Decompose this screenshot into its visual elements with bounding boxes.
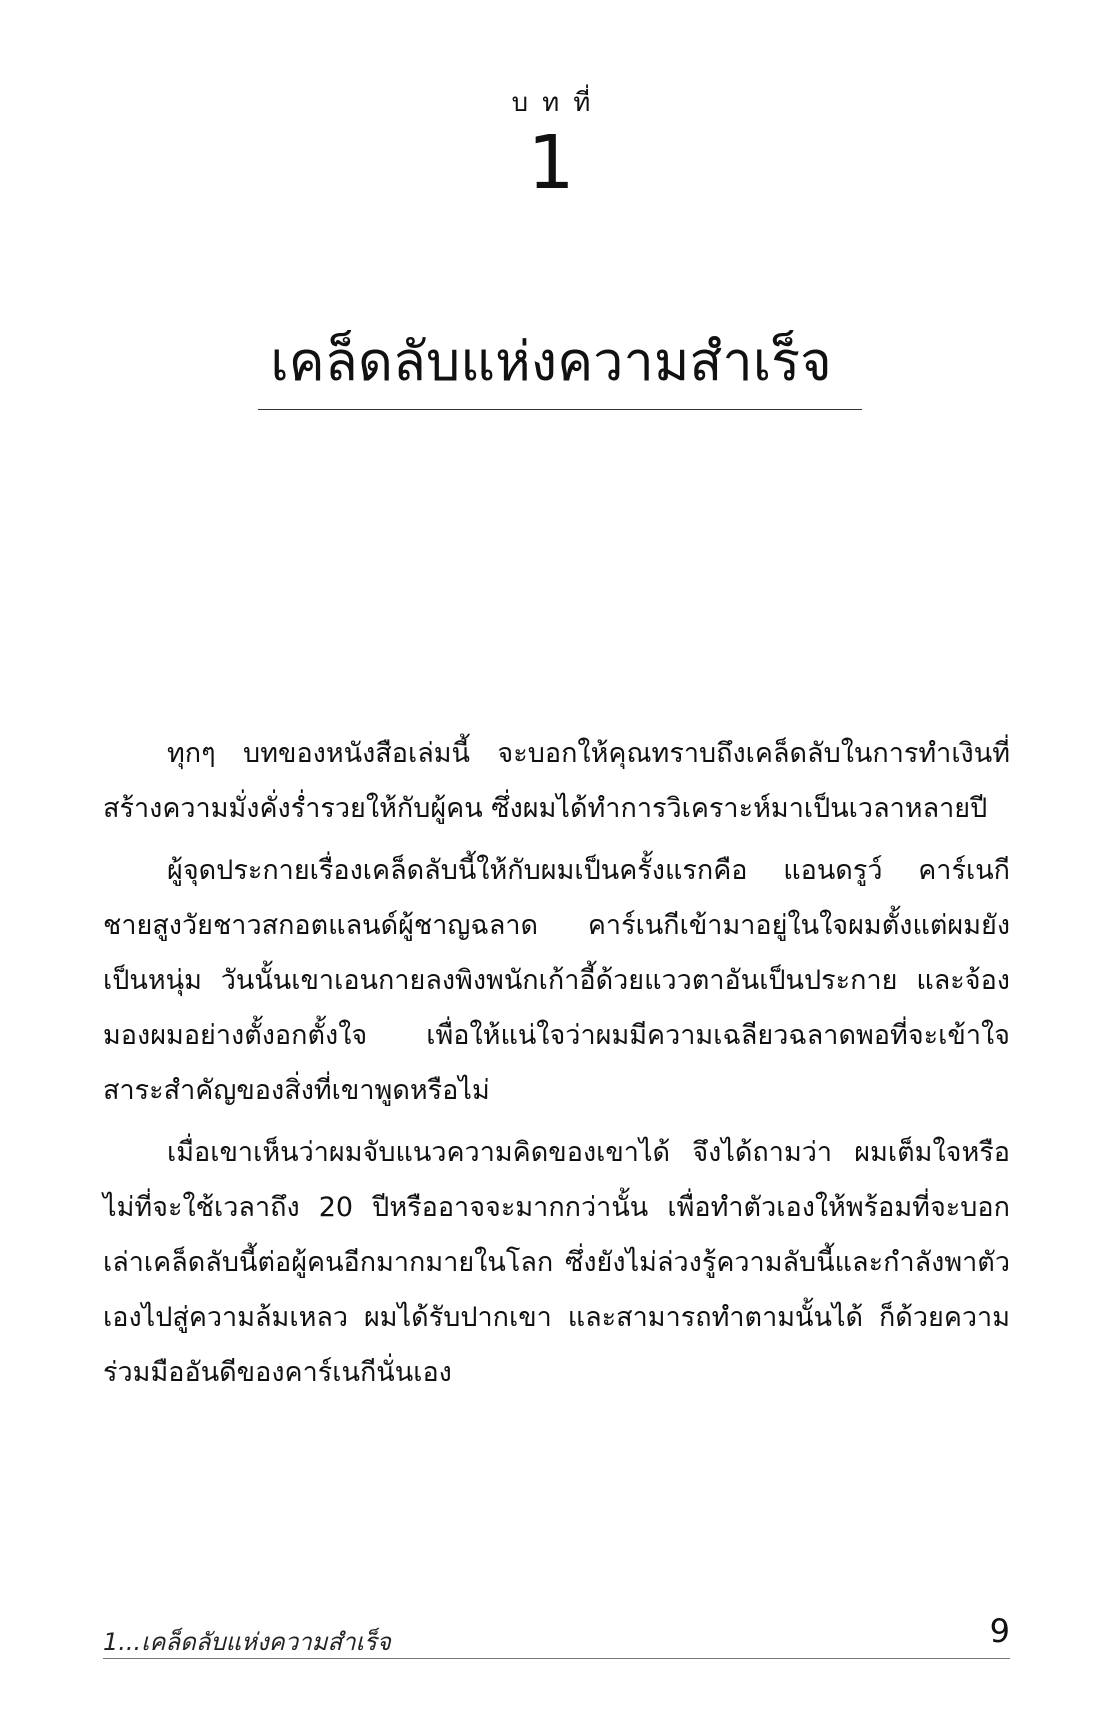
chapter-label: บทที่	[511, 88, 605, 118]
paragraph-1: ทุกๆ บทของหนังสือเล่มนี้ จะบอกให้คุณทราบถึงเคล็ดลับในการทำเงินที่สร้างความมั่งคั่งร่ำรวยให้กับผู้คน ซึ่งผมได้ทำการวิเคราะห์มาเป็นเวลาหลายปี	[103, 738, 1010, 824]
paragraph-2: ผู้จุดประกายเรื่องเคล็ดลับนี้ให้กับผมเป็นครั้งแรกคือ แอนดรูว์ คาร์เนกี ชายสูงวัยชาวสกอตแลนด์ผู้ชาญฉลาด คาร์เนกีเข้ามาอยู่ในใจผมตั้งแต่ผมยังเป็นหนุ่ม วันนั้นเขาเอนกายลงพิงพนักเก้าอี้ด้วยแววตาอันเป็นประกาย และจ้องมองผมอย่างตั้งอกตั้งใจ เพื่อให้แน่ใจว่าผมมีความเฉลียวฉลาดพอที่จะเข้าใจสาระสำคัญของสิ่งที่เขาพูดหรือไม่	[103, 855, 1010, 1106]
running-footer-title: 1...เคล็ดลับแห่งความสำเร็จ	[103, 1628, 391, 1656]
title-underline	[258, 409, 862, 410]
body-text	[103, 726, 1010, 1407]
chapter-title: เคล็ดลับแห่งความสำเร็จ	[270, 330, 832, 393]
paragraph-3: เมื่อเขาเห็นว่าผมจับแนวความคิดของเขาได้ จึงได้ถามว่า ผมเต็มใจหรือไม่ที่จะใช้เวลาถึง 20 ปีหรืออาจจะมากกว่านั้น เพื่อทำตัวเองให้พร้อมที่จะบอกเล่าเคล็ดลับนี้ต่อผู้คนอีกมากมายในโลก ซึ่งยังไม่ล่วงรู้ความลับนี้และกำลังพาตัวเองไปสู่ความล้มเหลว ผมได้รับปากเขา และสามารถทำตามนั้นได้ ก็ด้วยความร่วมมืออันดีของคาร์เนกีนั่นเอง	[103, 1137, 1010, 1388]
page-number: 9	[989, 1612, 1010, 1650]
footer-divider	[103, 1658, 1010, 1659]
chapter-number: 1	[527, 120, 575, 206]
